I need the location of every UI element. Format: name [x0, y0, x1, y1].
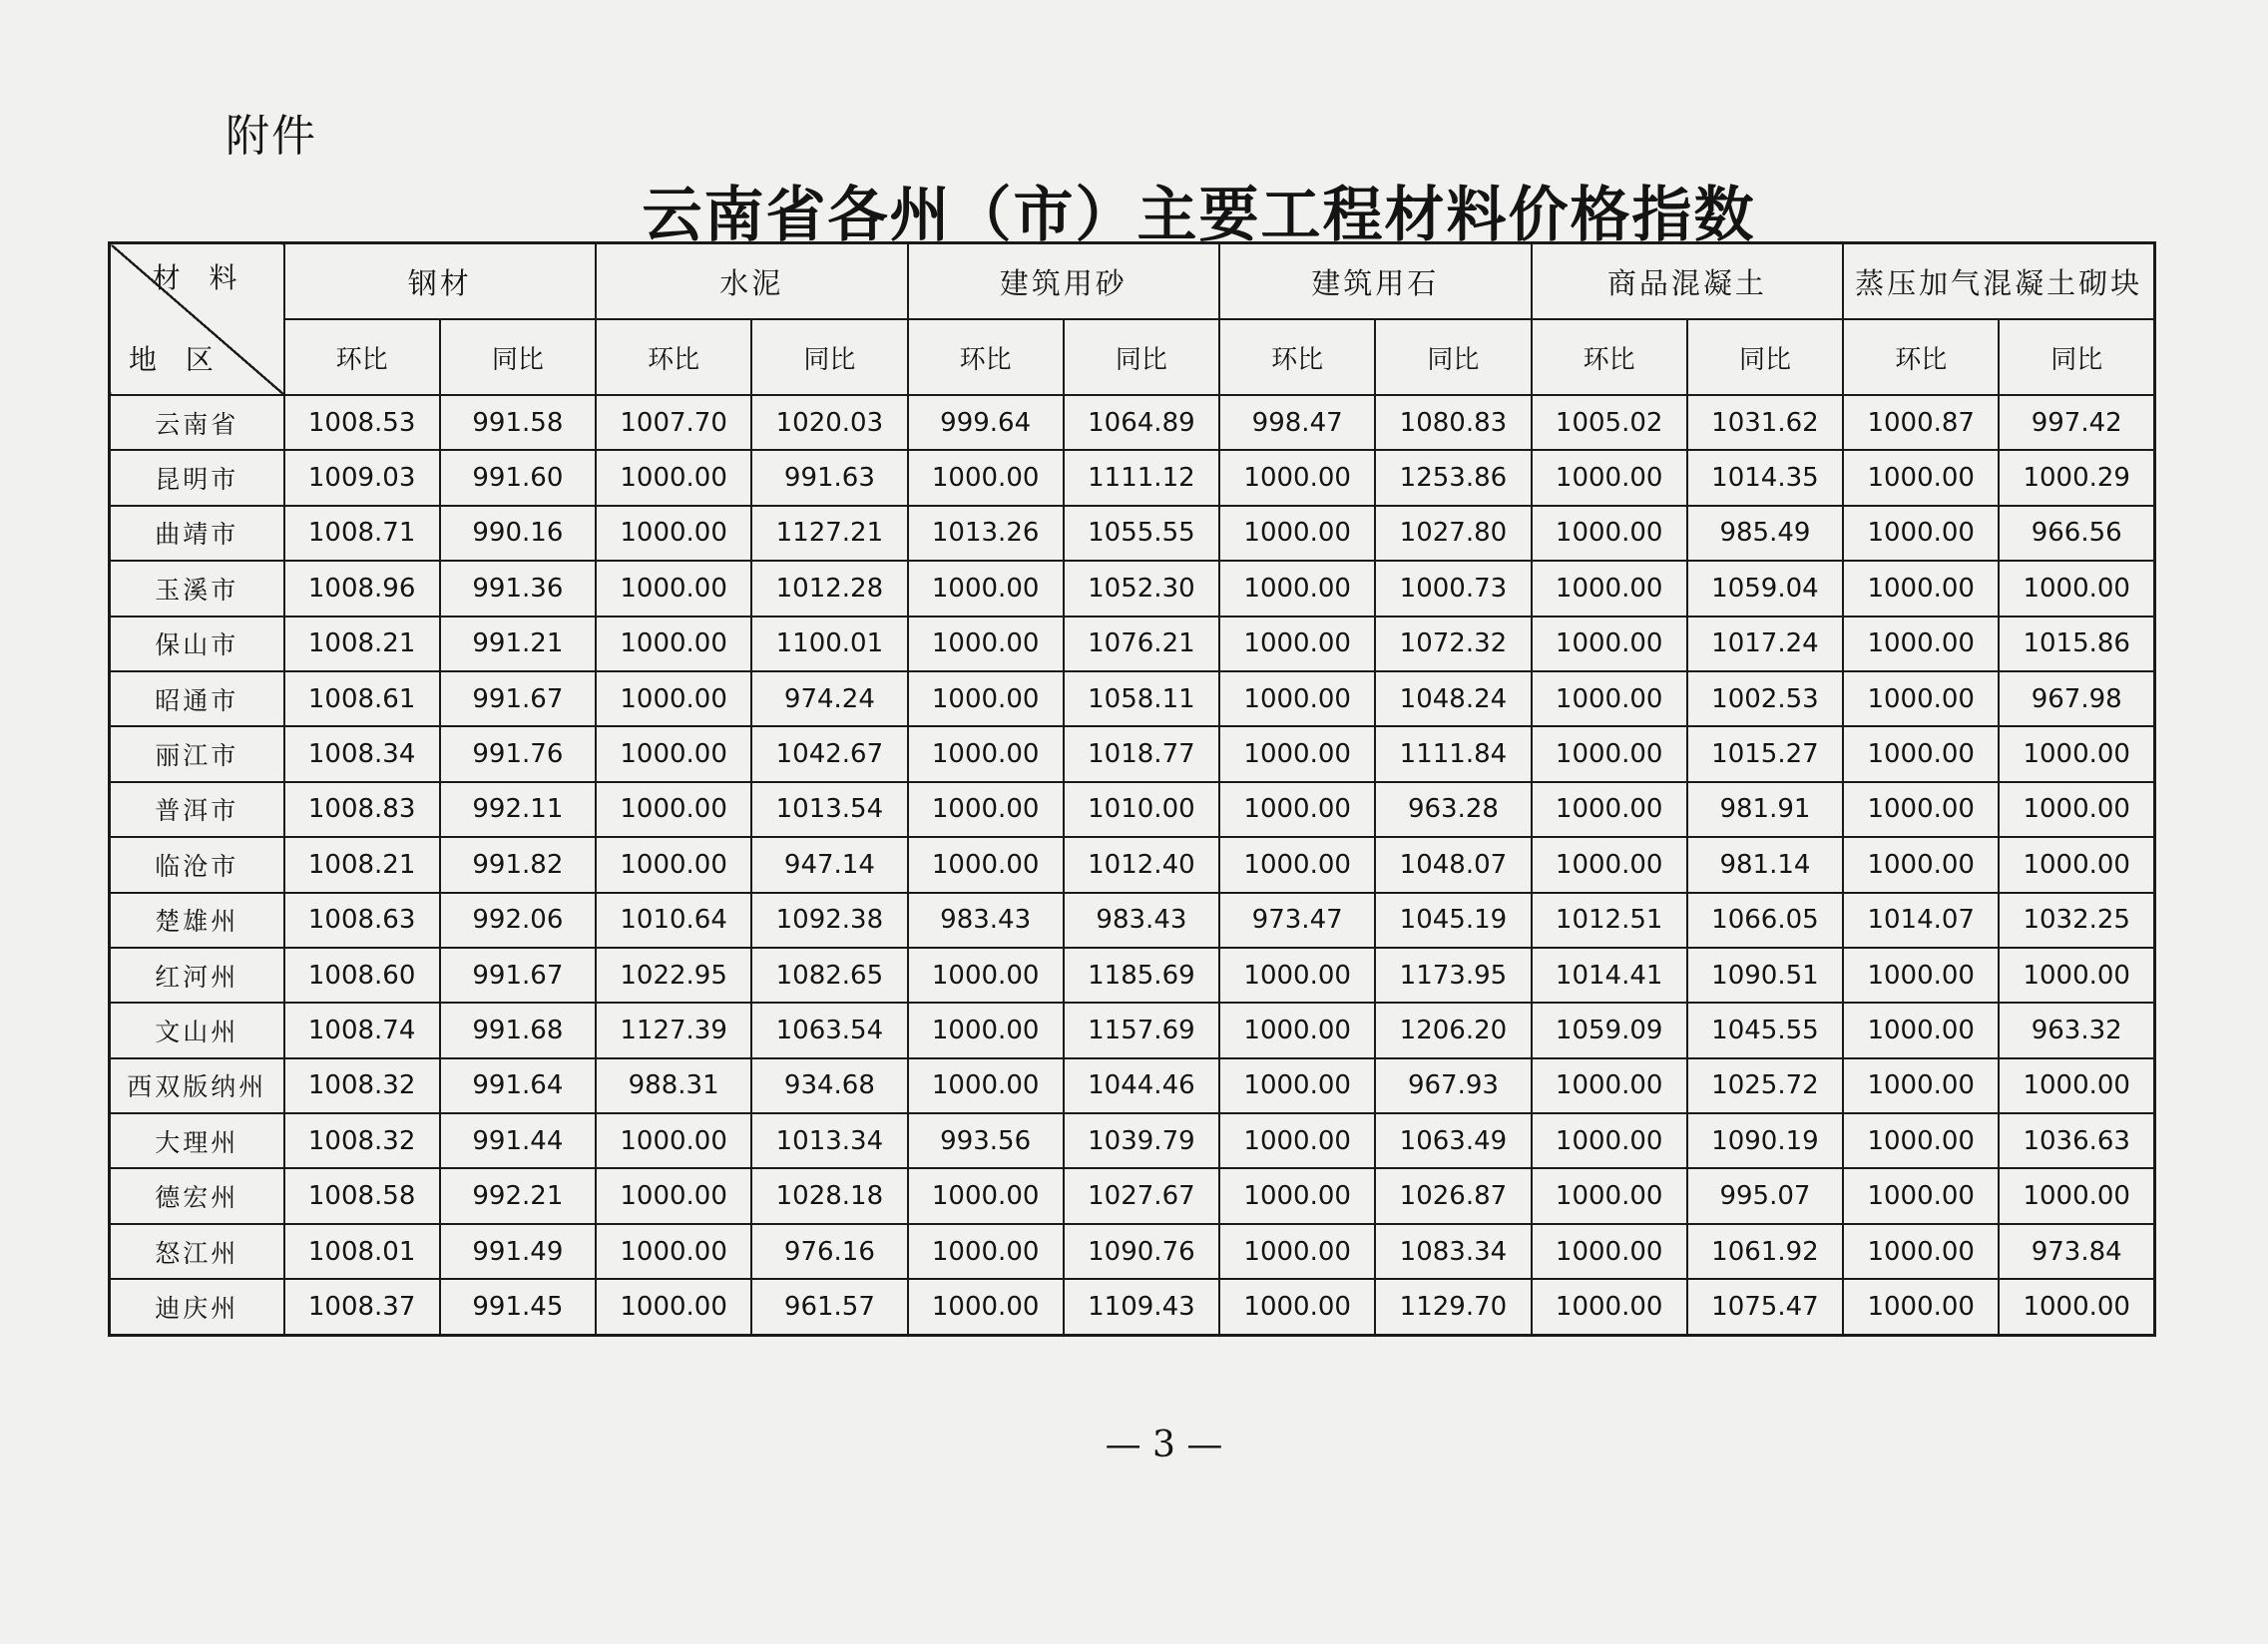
- yoy-value-cell: 1012.40: [1064, 837, 1219, 892]
- yoy-value-cell: 966.56: [1999, 506, 2154, 561]
- mom-value-cell: 1000.00: [596, 671, 751, 726]
- region-cell: 昆明市: [110, 450, 284, 505]
- mom-value-cell: 1000.00: [596, 1113, 751, 1168]
- sub-header-mom: 环比: [908, 319, 1064, 395]
- yoy-value-cell: 1013.54: [751, 782, 907, 837]
- yoy-value-cell: 1064.89: [1064, 395, 1219, 450]
- table-row: [110, 837, 2155, 892]
- mom-value-cell: 988.31: [596, 1058, 751, 1113]
- table-row: [110, 1058, 2155, 1113]
- mom-value-cell: 1000.00: [596, 616, 751, 671]
- yoy-value-cell: 1173.95: [1375, 948, 1531, 1003]
- mom-value-cell: 1000.00: [908, 450, 1064, 505]
- yoy-value-cell: 1026.87: [1375, 1168, 1531, 1223]
- yoy-value-cell: 1027.67: [1064, 1168, 1219, 1223]
- mom-value-cell: 1000.00: [908, 616, 1064, 671]
- sub-header-row: [110, 319, 2155, 395]
- mom-value-cell: 1000.00: [908, 948, 1064, 1003]
- mom-value-cell: 1000.00: [1532, 1279, 1687, 1335]
- table-row: [110, 561, 2155, 616]
- mom-value-cell: 1059.09: [1532, 1003, 1687, 1057]
- sub-header-mom: 环比: [1843, 319, 1999, 395]
- mom-value-cell: 1000.00: [1532, 1113, 1687, 1168]
- yoy-value-cell: 1052.30: [1064, 561, 1219, 616]
- yoy-value-cell: 1031.62: [1687, 395, 1843, 450]
- yoy-value-cell: 1111.84: [1375, 726, 1531, 781]
- sub-header-yoy: 同比: [751, 319, 907, 395]
- yoy-value-cell: 1061.92: [1687, 1224, 1843, 1279]
- table-row: [110, 506, 2155, 561]
- region-cell: 大理州: [110, 1113, 284, 1168]
- region-cell: 普洱市: [110, 782, 284, 837]
- yoy-value-cell: 963.28: [1375, 782, 1531, 837]
- material-header-sand: 建筑用砂: [908, 243, 1220, 320]
- mom-value-cell: 1000.87: [1843, 395, 1999, 450]
- region-cell: 西双版纳州: [110, 1058, 284, 1113]
- mom-value-cell: 1008.60: [284, 948, 440, 1003]
- mom-value-cell: 1000.00: [908, 561, 1064, 616]
- yoy-value-cell: 992.06: [440, 893, 596, 948]
- yoy-value-cell: 1000.00: [1999, 1168, 2154, 1223]
- yoy-value-cell: 992.21: [440, 1168, 596, 1223]
- yoy-value-cell: 1036.63: [1999, 1113, 2154, 1168]
- region-cell: 丽江市: [110, 726, 284, 781]
- yoy-value-cell: 1090.51: [1687, 948, 1843, 1003]
- yoy-value-cell: 1063.54: [751, 1003, 907, 1057]
- mom-value-cell: 1008.21: [284, 837, 440, 892]
- yoy-value-cell: 1013.34: [751, 1113, 907, 1168]
- yoy-value-cell: 963.32: [1999, 1003, 2154, 1057]
- mom-value-cell: 1000.00: [1219, 671, 1375, 726]
- mom-value-cell: 1000.00: [1843, 1058, 1999, 1113]
- table-row: [110, 1003, 2155, 1057]
- yoy-value-cell: 991.82: [440, 837, 596, 892]
- mom-value-cell: 1000.00: [1219, 506, 1375, 561]
- yoy-value-cell: 991.67: [440, 671, 596, 726]
- mom-value-cell: 1000.00: [1532, 1168, 1687, 1223]
- table-row: [110, 1279, 2155, 1335]
- yoy-value-cell: 961.57: [751, 1279, 907, 1335]
- mom-value-cell: 1008.83: [284, 782, 440, 837]
- yoy-value-cell: 1010.00: [1064, 782, 1219, 837]
- yoy-value-cell: 1012.28: [751, 561, 907, 616]
- yoy-value-cell: 991.68: [440, 1003, 596, 1057]
- mom-value-cell: 1008.32: [284, 1113, 440, 1168]
- mom-value-cell: 1000.00: [908, 837, 1064, 892]
- sub-header-mom: 环比: [596, 319, 751, 395]
- mom-value-cell: 1008.37: [284, 1279, 440, 1335]
- table-body: [110, 395, 2155, 1335]
- table-row: [110, 893, 2155, 948]
- yoy-value-cell: 973.84: [1999, 1224, 2154, 1279]
- mom-value-cell: 1000.00: [1843, 1113, 1999, 1168]
- mom-value-cell: 1008.74: [284, 1003, 440, 1057]
- mom-value-cell: 1000.00: [1219, 1168, 1375, 1223]
- table-row: [110, 726, 2155, 781]
- mom-value-cell: 1000.00: [1843, 506, 1999, 561]
- yoy-value-cell: 983.43: [1064, 893, 1219, 948]
- mom-value-cell: 1007.70: [596, 395, 751, 450]
- region-cell: 玉溪市: [110, 561, 284, 616]
- yoy-value-cell: 1111.12: [1064, 450, 1219, 505]
- yoy-value-cell: 1018.77: [1064, 726, 1219, 781]
- yoy-value-cell: 1185.69: [1064, 948, 1219, 1003]
- mom-value-cell: 1005.02: [1532, 395, 1687, 450]
- yoy-value-cell: 991.63: [751, 450, 907, 505]
- yoy-value-cell: 947.14: [751, 837, 907, 892]
- mom-value-cell: 1010.64: [596, 893, 751, 948]
- material-axis-label: 材 料: [152, 261, 247, 294]
- mom-value-cell: 998.47: [1219, 395, 1375, 450]
- yoy-value-cell: 1129.70: [1375, 1279, 1531, 1335]
- yoy-value-cell: 1002.53: [1687, 671, 1843, 726]
- yoy-value-cell: 991.44: [440, 1113, 596, 1168]
- mom-value-cell: 1000.00: [908, 1058, 1064, 1113]
- mom-value-cell: 1000.00: [908, 1168, 1064, 1223]
- mom-value-cell: 1008.58: [284, 1168, 440, 1223]
- yoy-value-cell: 1042.67: [751, 726, 907, 781]
- mom-value-cell: 1000.00: [1843, 561, 1999, 616]
- sub-header-mom: 环比: [1532, 319, 1687, 395]
- yoy-value-cell: 1048.07: [1375, 837, 1531, 892]
- region-cell: 文山州: [110, 1003, 284, 1057]
- yoy-value-cell: 1100.01: [751, 616, 907, 671]
- yoy-value-cell: 997.42: [1999, 395, 2154, 450]
- yoy-value-cell: 1083.34: [1375, 1224, 1531, 1279]
- table-row: [110, 395, 2155, 450]
- yoy-value-cell: 1000.73: [1375, 561, 1531, 616]
- mom-value-cell: 1000.00: [1219, 450, 1375, 505]
- yoy-value-cell: 1076.21: [1064, 616, 1219, 671]
- mom-value-cell: 1127.39: [596, 1003, 751, 1057]
- region-cell: 楚雄州: [110, 893, 284, 948]
- region-cell: 迪庆州: [110, 1279, 284, 1335]
- yoy-value-cell: 1082.65: [751, 948, 907, 1003]
- mom-value-cell: 1000.00: [1532, 1224, 1687, 1279]
- mom-value-cell: 1000.00: [596, 837, 751, 892]
- mom-value-cell: 1000.00: [1843, 948, 1999, 1003]
- sub-header-mom: 环比: [284, 319, 440, 395]
- mom-value-cell: 1000.00: [1532, 561, 1687, 616]
- region-cell: 昭通市: [110, 671, 284, 726]
- yoy-value-cell: 1044.46: [1064, 1058, 1219, 1113]
- mom-value-cell: 1000.00: [1532, 782, 1687, 837]
- mom-value-cell: 1000.00: [596, 1168, 751, 1223]
- mom-value-cell: 1000.00: [1843, 1224, 1999, 1279]
- region-axis-label: 地 区: [129, 343, 224, 376]
- mom-value-cell: 1000.00: [1532, 671, 1687, 726]
- yoy-value-cell: 1015.86: [1999, 616, 2154, 671]
- yoy-value-cell: 1045.19: [1375, 893, 1531, 948]
- yoy-value-cell: 976.16: [751, 1224, 907, 1279]
- mom-value-cell: 1008.34: [284, 726, 440, 781]
- yoy-value-cell: 995.07: [1687, 1168, 1843, 1223]
- table-row: [110, 948, 2155, 1003]
- sub-header-yoy: 同比: [1064, 319, 1219, 395]
- mom-value-cell: 1000.00: [1219, 561, 1375, 616]
- table-row: [110, 616, 2155, 671]
- mom-value-cell: 1000.00: [1843, 782, 1999, 837]
- mom-value-cell: 1008.96: [284, 561, 440, 616]
- mom-value-cell: 1009.03: [284, 450, 440, 505]
- mom-value-cell: 1000.00: [1219, 726, 1375, 781]
- mom-value-cell: 1000.00: [1219, 1058, 1375, 1113]
- mom-value-cell: 1008.53: [284, 395, 440, 450]
- yoy-value-cell: 1017.24: [1687, 616, 1843, 671]
- price-index-table: [108, 241, 2156, 1337]
- mom-value-cell: 1000.00: [1532, 616, 1687, 671]
- mom-value-cell: 1000.00: [1843, 671, 1999, 726]
- attachment-label: 附件: [226, 111, 317, 162]
- region-cell: 德宏州: [110, 1168, 284, 1223]
- yoy-value-cell: 1032.25: [1999, 893, 2154, 948]
- mom-value-cell: 1000.00: [1532, 506, 1687, 561]
- mom-value-cell: 1000.00: [1532, 837, 1687, 892]
- mom-value-cell: 1014.41: [1532, 948, 1687, 1003]
- mom-value-cell: 1000.00: [1219, 1113, 1375, 1168]
- sub-header-mom: 环比: [1219, 319, 1375, 395]
- yoy-value-cell: 1014.35: [1687, 450, 1843, 505]
- yoy-value-cell: 967.98: [1999, 671, 2154, 726]
- yoy-value-cell: 1055.55: [1064, 506, 1219, 561]
- mom-value-cell: 1000.00: [1843, 616, 1999, 671]
- diagonal-header-cell: [110, 243, 284, 396]
- material-header-cement: 水泥: [596, 243, 908, 320]
- mom-value-cell: 1000.00: [596, 450, 751, 505]
- yoy-value-cell: 1127.21: [751, 506, 907, 561]
- material-header-steel: 钢材: [284, 243, 597, 320]
- mom-value-cell: 1000.00: [1219, 1224, 1375, 1279]
- yoy-value-cell: 1015.27: [1687, 726, 1843, 781]
- yoy-value-cell: 974.24: [751, 671, 907, 726]
- page-number: — 3 —: [1105, 1425, 1223, 1465]
- yoy-value-cell: 1206.20: [1375, 1003, 1531, 1057]
- yoy-value-cell: 1020.03: [751, 395, 907, 450]
- yoy-value-cell: 1063.49: [1375, 1113, 1531, 1168]
- mom-value-cell: 1008.01: [284, 1224, 440, 1279]
- mom-value-cell: 1000.00: [1219, 948, 1375, 1003]
- yoy-value-cell: 991.49: [440, 1224, 596, 1279]
- yoy-value-cell: 967.93: [1375, 1058, 1531, 1113]
- mom-value-cell: 1000.00: [1219, 782, 1375, 837]
- yoy-value-cell: 1157.69: [1064, 1003, 1219, 1057]
- table-row: [110, 782, 2155, 837]
- mom-value-cell: 1000.00: [1843, 726, 1999, 781]
- material-header-concrete: 商品混凝土: [1532, 243, 1844, 320]
- mom-value-cell: 1000.00: [1843, 450, 1999, 505]
- yoy-value-cell: 1090.19: [1687, 1113, 1843, 1168]
- region-cell: 怒江州: [110, 1224, 284, 1279]
- yoy-value-cell: 991.76: [440, 726, 596, 781]
- region-cell: 临沧市: [110, 837, 284, 892]
- region-cell: 保山市: [110, 616, 284, 671]
- yoy-value-cell: 1059.04: [1687, 561, 1843, 616]
- yoy-value-cell: 981.14: [1687, 837, 1843, 892]
- yoy-value-cell: 1045.55: [1687, 1003, 1843, 1057]
- mom-value-cell: 1000.00: [596, 561, 751, 616]
- mom-value-cell: 1000.00: [596, 506, 751, 561]
- mom-value-cell: 1000.00: [1219, 1279, 1375, 1335]
- yoy-value-cell: 991.60: [440, 450, 596, 505]
- table-row: [110, 1113, 2155, 1168]
- yoy-value-cell: 990.16: [440, 506, 596, 561]
- yoy-value-cell: 1048.24: [1375, 671, 1531, 726]
- yoy-value-cell: 1000.00: [1999, 948, 2154, 1003]
- mom-value-cell: 1000.00: [908, 1003, 1064, 1057]
- yoy-value-cell: 1000.00: [1999, 726, 2154, 781]
- mom-value-cell: 1000.00: [908, 1279, 1064, 1335]
- mom-value-cell: 1000.00: [1843, 1168, 1999, 1223]
- mom-value-cell: 1008.32: [284, 1058, 440, 1113]
- region-cell: 云南省: [110, 395, 284, 450]
- mom-value-cell: 1008.21: [284, 616, 440, 671]
- yoy-value-cell: 1025.72: [1687, 1058, 1843, 1113]
- yoy-value-cell: 991.64: [440, 1058, 596, 1113]
- mom-value-cell: 1000.00: [1843, 837, 1999, 892]
- yoy-value-cell: 991.67: [440, 948, 596, 1003]
- mom-value-cell: 973.47: [1219, 893, 1375, 948]
- yoy-value-cell: 991.58: [440, 395, 596, 450]
- mom-value-cell: 1000.00: [1532, 726, 1687, 781]
- region-cell: 红河州: [110, 948, 284, 1003]
- sub-header-yoy: 同比: [1687, 319, 1843, 395]
- mom-value-cell: 1008.71: [284, 506, 440, 561]
- mom-value-cell: 1000.00: [908, 726, 1064, 781]
- mom-value-cell: 1008.61: [284, 671, 440, 726]
- page-title: 云南省各州（市）主要工程材料价格指数: [642, 181, 1756, 250]
- mom-value-cell: 993.56: [908, 1113, 1064, 1168]
- yoy-value-cell: 981.91: [1687, 782, 1843, 837]
- region-cell: 曲靖市: [110, 506, 284, 561]
- yoy-value-cell: 1090.76: [1064, 1224, 1219, 1279]
- yoy-value-cell: 985.49: [1687, 506, 1843, 561]
- table-row: [110, 1224, 2155, 1279]
- table-row: [110, 671, 2155, 726]
- table-row: [110, 450, 2155, 505]
- mom-value-cell: 1012.51: [1532, 893, 1687, 948]
- yoy-value-cell: 1000.00: [1999, 1279, 2154, 1335]
- yoy-value-cell: 934.68: [751, 1058, 907, 1113]
- mom-value-cell: 1000.00: [908, 782, 1064, 837]
- mom-value-cell: 1000.00: [1219, 837, 1375, 892]
- sub-header-yoy: 同比: [440, 319, 596, 395]
- mom-value-cell: 1008.63: [284, 893, 440, 948]
- mom-value-cell: 1000.00: [1532, 1058, 1687, 1113]
- yoy-value-cell: 991.45: [440, 1279, 596, 1335]
- mom-value-cell: 983.43: [908, 893, 1064, 948]
- yoy-value-cell: 991.21: [440, 616, 596, 671]
- mom-value-cell: 1000.00: [1219, 616, 1375, 671]
- mom-value-cell: 1000.00: [1843, 1003, 1999, 1057]
- mom-value-cell: 1000.00: [1843, 1279, 1999, 1335]
- yoy-value-cell: 1253.86: [1375, 450, 1531, 505]
- yoy-value-cell: 1000.29: [1999, 450, 2154, 505]
- sub-header-yoy: 同比: [1375, 319, 1531, 395]
- yoy-value-cell: 1109.43: [1064, 1279, 1219, 1335]
- yoy-value-cell: 1072.32: [1375, 616, 1531, 671]
- yoy-value-cell: 1000.00: [1999, 837, 2154, 892]
- mom-value-cell: 1014.07: [1843, 893, 1999, 948]
- mom-value-cell: 1000.00: [596, 782, 751, 837]
- material-header-stone: 建筑用石: [1219, 243, 1532, 320]
- yoy-value-cell: 1039.79: [1064, 1113, 1219, 1168]
- yoy-value-cell: 1000.00: [1999, 1058, 2154, 1113]
- mom-value-cell: 1000.00: [596, 1224, 751, 1279]
- mom-value-cell: 1000.00: [596, 726, 751, 781]
- yoy-value-cell: 1075.47: [1687, 1279, 1843, 1335]
- yoy-value-cell: 991.36: [440, 561, 596, 616]
- yoy-value-cell: 1000.00: [1999, 561, 2154, 616]
- yoy-value-cell: 992.11: [440, 782, 596, 837]
- mom-value-cell: 1022.95: [596, 948, 751, 1003]
- mom-value-cell: 1000.00: [1219, 1003, 1375, 1057]
- yoy-value-cell: 1066.05: [1687, 893, 1843, 948]
- material-header-aerated-block: 蒸压加气混凝土砌块: [1843, 243, 2155, 320]
- yoy-value-cell: 1058.11: [1064, 671, 1219, 726]
- yoy-value-cell: 1028.18: [751, 1168, 907, 1223]
- mom-value-cell: 1013.26: [908, 506, 1064, 561]
- material-header-row: [110, 243, 2155, 320]
- table-row: [110, 1168, 2155, 1223]
- mom-value-cell: 1000.00: [908, 1224, 1064, 1279]
- yoy-value-cell: 1027.80: [1375, 506, 1531, 561]
- yoy-value-cell: 1092.38: [751, 893, 907, 948]
- sub-header-yoy: 同比: [1999, 319, 2154, 395]
- yoy-value-cell: 1080.83: [1375, 395, 1531, 450]
- yoy-value-cell: 1000.00: [1999, 782, 2154, 837]
- mom-value-cell: 999.64: [908, 395, 1064, 450]
- mom-value-cell: 1000.00: [908, 671, 1064, 726]
- mom-value-cell: 1000.00: [1532, 450, 1687, 505]
- mom-value-cell: 1000.00: [596, 1279, 751, 1335]
